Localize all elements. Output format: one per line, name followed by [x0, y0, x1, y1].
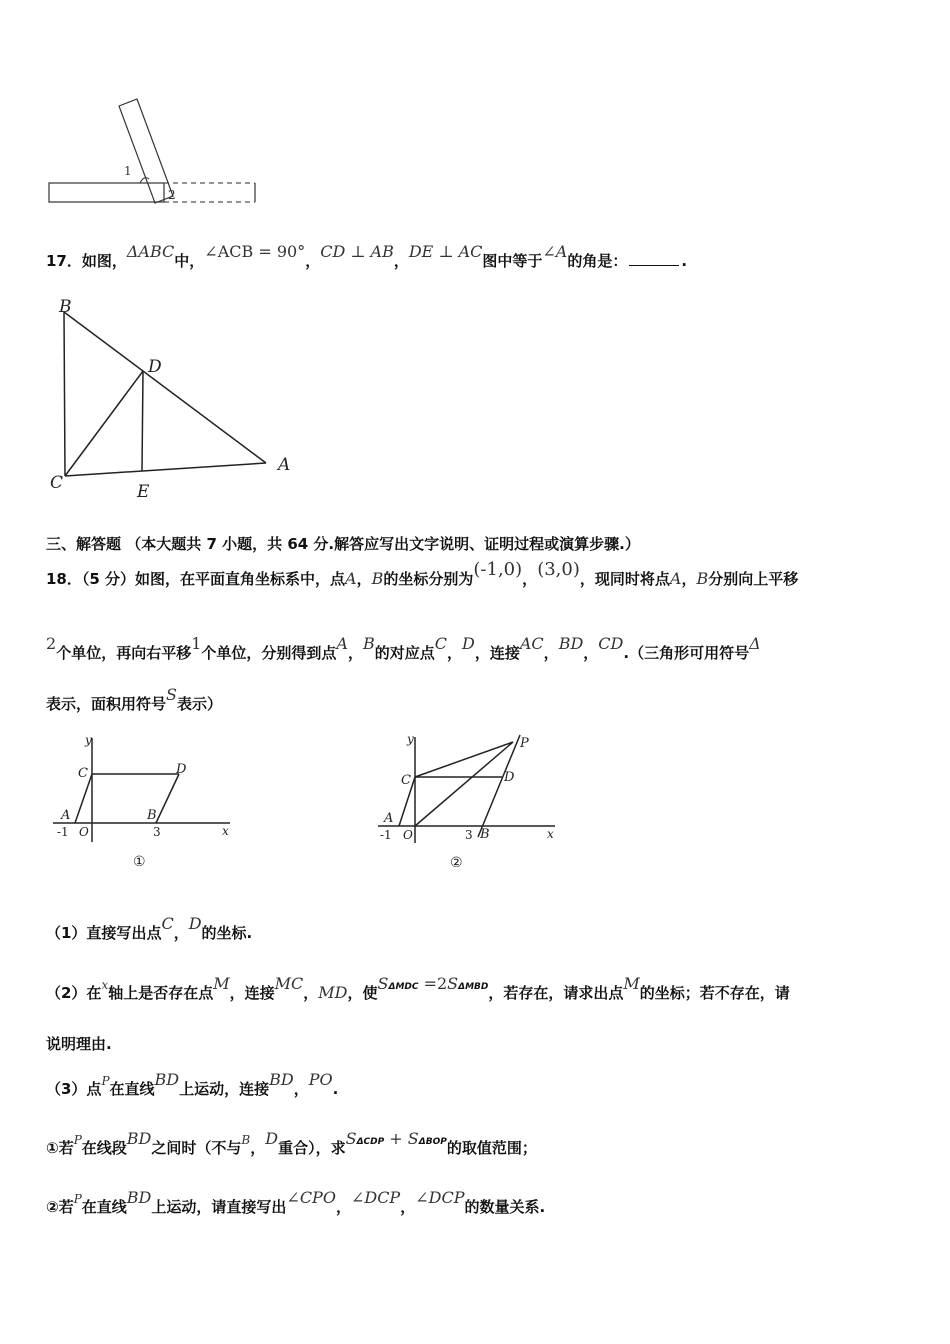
part-3 [46, 1070, 339, 1099]
triangle-figure [40, 290, 310, 505]
c2-c: 上运动，请直接写出 [151, 1198, 287, 1216]
figure-caption-1: ① [133, 854, 146, 870]
q17-number: 17．如图， [46, 252, 127, 270]
q18-b3: B [362, 634, 375, 653]
axis-label-x: x [222, 824, 229, 838]
line-bd [478, 735, 520, 837]
q18-one: 1 [191, 634, 202, 653]
p2-x: x [101, 978, 109, 992]
p2-s2: S [447, 974, 459, 993]
p2-m: M [213, 974, 230, 993]
p2-e: ，若存在，请求出点 [488, 984, 624, 1002]
axis-label-y: y [407, 732, 414, 746]
q17-de-perp: DE ⊥ AC [408, 242, 483, 261]
label-a: A [384, 811, 394, 826]
p2-mc: MC [274, 974, 304, 993]
label-e: E [137, 482, 150, 502]
p3-bd2: BD [269, 1070, 294, 1089]
label-a: A [61, 808, 71, 823]
figure-caption-2: ② [450, 855, 463, 871]
c1-p: P [73, 1133, 82, 1147]
q17-t5: 的角是： [567, 252, 628, 270]
c1-b: 在线段 [81, 1139, 127, 1157]
q18-l1c: ，现同时将点 [579, 570, 670, 588]
c2-b: 在直线 [81, 1198, 127, 1216]
q18-comma5: ， [447, 644, 463, 662]
tick-minus1: -1 [380, 828, 392, 842]
part-1 [46, 914, 253, 943]
label-d: D [176, 762, 187, 777]
p2-md: MD [318, 983, 348, 1002]
q18-l2d: ，连接 [474, 644, 520, 662]
coord-b: (3,0) [537, 559, 580, 580]
section-3-heading: 三、解答题 （本大题共 7 小题，共 64 分.解答应写出文字说明、证明过程或演算步骤.） [46, 535, 640, 553]
label-origin: O [403, 828, 413, 842]
label-c: C [401, 773, 411, 788]
p2-b: 轴上是否存在点 [108, 984, 214, 1002]
q18-d: D [462, 634, 475, 653]
c1-sep: ， [250, 1139, 266, 1157]
side-ba [64, 312, 266, 463]
q18-b: B [371, 569, 384, 588]
q18-comma6: ， [543, 644, 559, 662]
p1-b: 的坐标. [201, 924, 253, 942]
p2-sub2: ΔMBD [458, 982, 489, 992]
p1-sep: ， [173, 924, 189, 942]
segment-cp [415, 742, 513, 777]
subpart-2 [46, 1188, 546, 1217]
q18-l2c: 的对应点 [374, 644, 435, 662]
c1-d: 重合），求 [278, 1139, 346, 1157]
ruler-figure [40, 95, 270, 210]
p3-bd: BD [154, 1070, 180, 1089]
c2-sep2: ， [400, 1198, 416, 1216]
coordinate-figure-1 [45, 730, 245, 875]
q18-a3: A [336, 634, 348, 653]
q18-c: C [434, 634, 448, 653]
axis-label-x: x [547, 827, 554, 841]
label-a: A [278, 455, 291, 475]
axis-label-y: y [85, 733, 92, 747]
p3-po: PO [308, 1070, 333, 1089]
p2-s1: S [377, 974, 389, 993]
segment-cd [65, 371, 143, 476]
segment-op [415, 742, 513, 826]
p1-c: C [161, 914, 174, 933]
c2-angle-dcp-2: ∠DCP [415, 1188, 465, 1207]
q18-l2b: 个单位，分别得到点 [201, 644, 337, 662]
segment-ac [75, 774, 92, 823]
coordinate-figure-2 [370, 725, 570, 875]
c1-sub1: ΔCDP [356, 1137, 385, 1147]
c1-c: 之间时（不与 [151, 1139, 242, 1157]
label-p: P [520, 736, 529, 751]
c1-b-point: B [241, 1133, 251, 1147]
q17-t1: 中， [174, 252, 205, 270]
angle1-label: 1 [124, 164, 132, 178]
p1-d: D [188, 914, 202, 933]
tick-3: 3 [153, 825, 161, 839]
ruler-rect [49, 183, 164, 202]
p3-d: . [332, 1080, 339, 1098]
p2-a: （2）在 [46, 984, 102, 1002]
label-d: D [148, 357, 162, 377]
p3-a: （3）点 [46, 1080, 102, 1098]
c1-plus: + [384, 1129, 408, 1148]
segment-bd [156, 774, 179, 823]
q17-t3: ， [393, 252, 409, 270]
c1-d-point: D [265, 1129, 279, 1148]
label-b: B [480, 827, 490, 842]
q18-l3a: 表示，面积用符号 [46, 695, 167, 713]
c1-sub2: ΔBOP [418, 1137, 447, 1147]
q18-bd: BD [558, 634, 584, 653]
q18-comma2: ， [522, 570, 538, 588]
q18-s: S [166, 685, 177, 704]
q18-comma3: ， [681, 570, 697, 588]
q17-angle-acb: ∠ACB = 90° [204, 242, 306, 261]
c2-a: ②若 [46, 1198, 74, 1216]
c1-bd: BD [126, 1129, 152, 1148]
answer-blank[interactable] [629, 253, 679, 266]
part-2 [46, 974, 790, 1003]
q18-l3b: 表示） [176, 695, 222, 713]
q18-l2a: 个单位，再向右平移 [56, 644, 192, 662]
q17-t2: ， [305, 252, 321, 270]
p2-sep: ， [303, 984, 319, 1002]
q17-t6: . [681, 252, 688, 270]
angle2-label: 2 [168, 188, 176, 202]
label-c: C [78, 766, 88, 781]
c2-angle-dcp: ∠DCP [350, 1188, 401, 1207]
q18-b2: B [696, 569, 709, 588]
part-2-cont: 说明理由. [46, 1035, 112, 1053]
label-b: B [147, 808, 157, 823]
tilted-ruler [119, 99, 173, 203]
tick-3: 3 [465, 828, 473, 842]
q18-delta: Δ [749, 634, 761, 653]
c2-sep1: ， [335, 1198, 351, 1216]
c2-d: 的数量关系. [464, 1198, 546, 1216]
ruler-dashed-part [164, 183, 255, 202]
label-d: D [504, 770, 515, 785]
c2-p: P [73, 1192, 82, 1206]
p2-sub1: ΔMDC [388, 982, 419, 992]
p1-a: （1）直接写出点 [46, 924, 162, 942]
q17-triangle: ΔABC [126, 242, 175, 261]
q17-text [46, 242, 688, 271]
c1-s1: S [345, 1129, 357, 1148]
q18-l2e: .（三角形可用符号 [623, 644, 750, 662]
coord-a: (-1,0) [473, 559, 523, 580]
c2-angle-cpo: ∠CPO [286, 1188, 336, 1207]
q18-l1a: 18．（5 分）如图，在平面直角坐标系中，点 [46, 570, 346, 588]
tick-minus1: -1 [57, 825, 69, 839]
q18-line1 [46, 559, 799, 589]
q18-comma7: ， [583, 644, 599, 662]
q18-comma: ， [356, 570, 372, 588]
q18-comma4: ， [347, 644, 363, 662]
c2-bd: BD [126, 1188, 152, 1207]
q18-cd: CD [598, 634, 624, 653]
label-b: B [59, 297, 72, 317]
q18-line2 [46, 634, 761, 663]
label-c: C [50, 473, 64, 493]
c1-a: ①若 [46, 1139, 74, 1157]
c1-s2: S [407, 1129, 419, 1148]
p2-eq: =2 [418, 974, 448, 993]
q18-a: A [345, 569, 357, 588]
p3-b: 在直线 [109, 1080, 155, 1098]
p3-p: P [101, 1074, 110, 1088]
q18-l1d: 分别向上平移 [708, 570, 799, 588]
q18-a2: A [669, 569, 682, 588]
c1-e: 的取值范围； [446, 1139, 537, 1157]
p3-c: 上运动，连接 [179, 1080, 270, 1098]
segment-de [142, 371, 143, 471]
p2-d: ，使 [347, 984, 378, 1002]
q17-t4: 图中等于 [482, 252, 543, 270]
p2-m2: M [623, 974, 640, 993]
q18-two: 2 [46, 634, 57, 653]
q18-ac: AC [519, 634, 544, 653]
q17-cd-perp: CD ⊥ AB [320, 242, 394, 261]
p2-c: ，连接 [229, 984, 275, 1002]
q17-angle-a: ∠A [542, 242, 568, 261]
side-ca [65, 463, 266, 476]
label-origin: O [79, 825, 89, 839]
p2-f: 的坐标；若不存在，请 [639, 984, 790, 1002]
p3-sep: ， [293, 1080, 309, 1098]
q18-line3 [46, 685, 222, 714]
side-bc [64, 312, 65, 476]
subpart-1 [46, 1129, 537, 1158]
q18-l1b: 的坐标分别为 [383, 570, 474, 588]
